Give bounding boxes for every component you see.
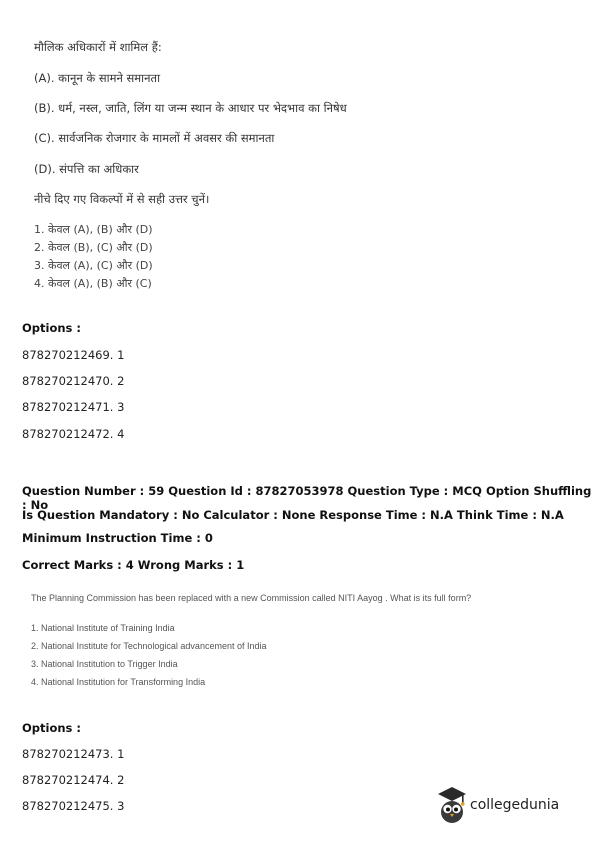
- q2-choice: 3. National Institution to Trigger India: [31, 659, 178, 669]
- q2-marks: Correct Marks : 4 Wrong Marks : 1: [22, 558, 245, 572]
- collegedunia-logo[interactable]: [436, 785, 576, 829]
- logo-wordmark: collegedunia: [470, 797, 560, 813]
- q2-options-label: Options :: [22, 721, 81, 735]
- q2-option-id: 878270212475. 3: [22, 799, 125, 813]
- graduate-owl-icon: [436, 785, 468, 830]
- q1-statement-c: (C). सार्वजनिक रोजगार के मामलों में अवसर की समानता: [34, 131, 275, 145]
- q1-statement-a: (A). कानून के सामने समानता: [34, 71, 161, 85]
- q2-option-id: 878270212473. 1: [22, 747, 125, 761]
- q1-statement-b: (B). धर्म, नस्ल, जाति, लिंग या जन्म स्थान के आधार पर भेदभाव का निषेध: [34, 101, 347, 115]
- q2-choice: 1. National Institute of Training India: [31, 623, 175, 633]
- q1-option-id: 878270212471. 3: [22, 400, 125, 414]
- q1-options-label: Options :: [22, 321, 81, 335]
- q1-instruction: नीचे दिए गए विकल्पों में से सही उत्तर चुनें।: [34, 192, 210, 206]
- q1-option-id: 878270212470. 2: [22, 374, 125, 388]
- q1-choice: 3. केवल (A), (C) और (D): [34, 259, 153, 272]
- q2-choice: 4. National Institution for Transforming India: [31, 677, 206, 687]
- q2-meta-line1: Question Number : 59 Question Id : 87827053978 Question Type : MCQ Option Shuffling : No: [22, 484, 592, 512]
- q1-choice: 2. केवल (B), (C) और (D): [34, 241, 153, 254]
- q2-meta-line2: Is Question Mandatory : No Calculator : None Response Time : N.A Think Time : N.A: [22, 508, 564, 522]
- q1-option-id: 878270212469. 1: [22, 348, 125, 362]
- q1-choice: 4. केवल (A), (B) और (C): [34, 277, 152, 290]
- q1-choice: 1. केवल (A), (B) और (D): [34, 223, 153, 236]
- q1-statement-d: (D). संपत्ति का अधिकार: [34, 162, 139, 176]
- q1-intro: मौलिक अधिकारों में शामिल हैं:: [34, 40, 162, 54]
- q2-question: The Planning Commission has been replaced with a new Commission called NITI Aayog . What is its full form?: [31, 593, 472, 603]
- q2-choice: 2. National Institute for Technological advancement of India: [31, 641, 267, 651]
- q2-meta-line3: Minimum Instruction Time : 0: [22, 531, 213, 545]
- q1-option-id: 878270212472. 4: [22, 427, 125, 441]
- q2-option-id: 878270212474. 2: [22, 773, 125, 787]
